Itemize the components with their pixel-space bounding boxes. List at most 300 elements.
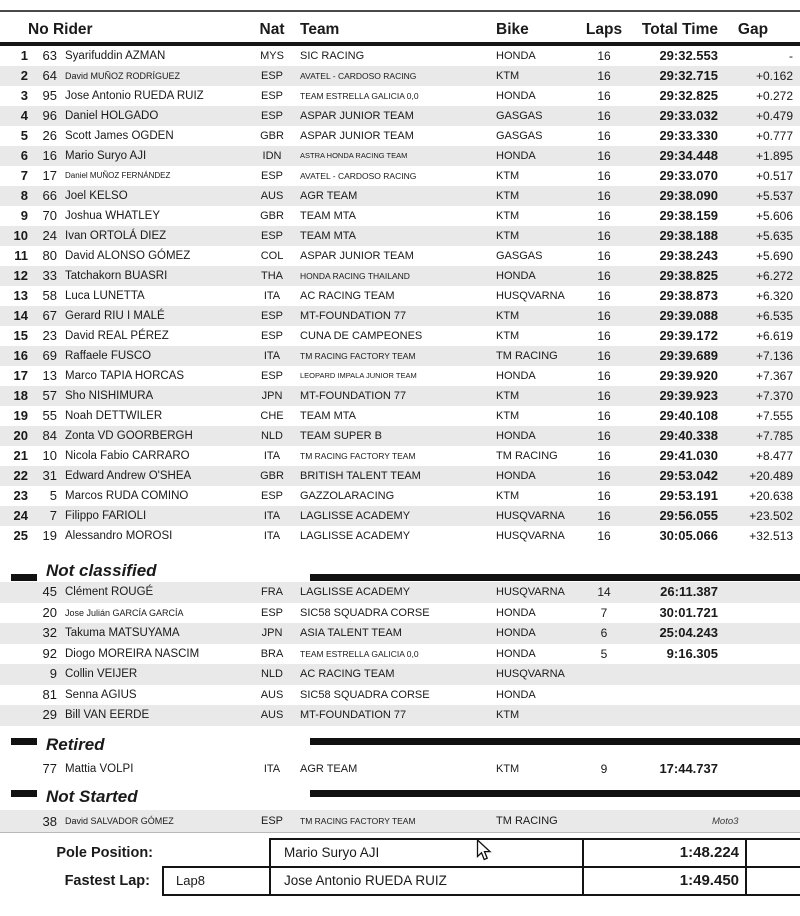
team-name-cell: TEAM SUPER B [300, 430, 382, 442]
total-time-cell: 29:38.159 [659, 208, 718, 223]
result-row [0, 66, 800, 86]
nationality-cell: ITA [263, 530, 281, 542]
gap-cell: +20.489 [749, 469, 793, 483]
total-time-cell: 29:41.030 [659, 448, 718, 463]
result-row [0, 286, 800, 306]
header-total-time: Total Time [641, 21, 718, 38]
team-name-cell: LAGLISSE ACADEMY [300, 586, 411, 598]
section-marker-bar [11, 738, 37, 745]
rider-name-cell: David ALONSO GÓMEZ [65, 250, 191, 262]
team-name-cell: ASTRA HONDA RACING TEAM [300, 151, 408, 160]
rider-number-cell: 63 [42, 48, 57, 63]
nationality-cell: AUS [260, 688, 284, 701]
header-nat: Nat [259, 21, 285, 38]
gap-cell: +0.272 [755, 89, 793, 103]
rider-number-cell: 17 [42, 168, 57, 183]
bike-cell: HONDA [496, 688, 536, 701]
position-cell: 20 [13, 428, 28, 443]
total-time-cell [626, 685, 720, 706]
team-name-cell: TM RACING FACTORY TEAM [300, 815, 416, 826]
gap-cell: +8.477 [755, 449, 793, 463]
team-name-cell: LEOPARD IMPALA JUNIOR TEAM [300, 371, 417, 380]
nationality-cell: ITA [263, 762, 281, 775]
rider-number-cell: 29 [42, 707, 57, 722]
section-title: Not classified [46, 561, 157, 580]
bike-cell: HONDA [496, 627, 536, 639]
gap-cell: +1.895 [755, 149, 793, 163]
laps-cell: 16 [597, 249, 611, 263]
gap-cell: +7.367 [755, 369, 793, 383]
rider-name-cell: Filippo FARIOLI [65, 510, 147, 522]
nationality-cell: AUS [260, 709, 284, 721]
total-time-cell: 29:32.825 [659, 88, 718, 103]
rider-number-cell: 9 [49, 666, 57, 681]
total-time-cell: 29:32.715 [659, 68, 718, 83]
position-cell: 8 [20, 188, 28, 203]
result-row [0, 386, 800, 406]
position-cell: 25 [13, 528, 28, 543]
position-cell [0, 664, 30, 685]
result-row [0, 106, 800, 126]
bike-cell: KTM [496, 762, 520, 775]
gap-cell: +7.785 [755, 429, 793, 443]
laps-cell: 14 [597, 585, 611, 599]
team-name-cell: SIC58 SQUADRA CORSE [300, 606, 430, 619]
rider-name-cell: Luca LUNETTA [65, 290, 145, 302]
position-cell: 2 [20, 68, 28, 83]
result-row [0, 226, 800, 246]
rider-number-cell: 19 [42, 528, 57, 543]
laps-cell [582, 664, 626, 685]
rider-name-cell: Alessandro MOROSI [65, 530, 173, 542]
rider-name-cell: Mattia VOLPI [65, 762, 134, 775]
rider-number-cell: 77 [42, 760, 57, 776]
total-time-cell: 29:38.243 [659, 248, 718, 263]
result-row [0, 326, 800, 346]
gap-cell: +0.777 [755, 129, 793, 143]
team-name-cell: AC RACING TEAM [300, 668, 395, 680]
rider-name-cell: Zonta VD GOORBERGH [65, 430, 193, 442]
result-row [0, 126, 800, 146]
bike-cell: KTM [496, 330, 520, 342]
header-gap: Gap [737, 21, 769, 38]
laps-cell: 16 [597, 469, 611, 483]
rider-number-cell: 38 [42, 813, 57, 829]
section-title: Not Started [46, 786, 138, 806]
rider-name-cell: Daniel HOLGADO [65, 110, 159, 122]
team-name-cell: AVATEL - CARDOSO RACING [300, 71, 417, 81]
team-name-cell: TM RACING FACTORY TEAM [300, 451, 416, 461]
nationality-cell: JPN [261, 390, 283, 402]
bike-cell: HUSQVARNA [496, 530, 565, 542]
nationality-cell: ITA [263, 290, 281, 302]
position-cell: 10 [13, 228, 28, 243]
bike-cell: HONDA [496, 90, 536, 102]
result-row [0, 603, 800, 624]
nationality-cell: IDN [262, 150, 282, 162]
nationality-cell: ESP [260, 814, 283, 827]
fastest-lap-rider-cell: Jose Antonio RUEDA RUIZ [269, 866, 584, 896]
position-cell: 1 [20, 48, 28, 63]
position-cell [0, 758, 30, 780]
rider-name-cell: Mario Suryo AJI [65, 150, 147, 162]
rider-number-cell: 26 [42, 128, 57, 143]
total-time-cell: 29:33.032 [659, 108, 718, 123]
laps-cell: 16 [597, 149, 611, 163]
position-cell: 22 [13, 468, 28, 483]
gap-cell: +0.479 [755, 109, 793, 123]
result-row [0, 466, 800, 486]
nationality-cell: ITA [263, 510, 281, 522]
result-row [0, 526, 800, 546]
laps-cell: 16 [597, 129, 611, 143]
rider-number-cell: 64 [42, 68, 57, 83]
team-name-cell: AGR TEAM [300, 190, 358, 202]
bike-cell: TM RACING [496, 814, 558, 827]
result-row [0, 644, 800, 665]
total-time-cell: 29:38.090 [659, 188, 718, 203]
bike-cell: KTM [496, 190, 520, 202]
team-name-cell: MT-FOUNDATION 77 [300, 709, 407, 721]
nationality-cell: ESP [260, 606, 283, 619]
gap-cell [720, 758, 800, 780]
bike-cell: HUSQVARNA [496, 586, 565, 598]
rider-name-cell: Syarifuddin AZMAN [65, 50, 166, 62]
rider-number-cell: 81 [42, 686, 57, 702]
position-cell: 5 [20, 128, 28, 143]
gap-cell [720, 644, 800, 665]
position-cell [0, 623, 30, 644]
laps-cell: 16 [597, 349, 611, 363]
team-name-cell: GAZZOLARACING [300, 490, 395, 502]
rider-number-cell: 84 [42, 428, 57, 443]
section-rule-line [310, 790, 800, 797]
total-time-cell: 29:39.088 [659, 308, 718, 323]
bike-cell: GASGAS [496, 250, 543, 262]
rider-number-cell: 10 [42, 448, 57, 463]
not-classified-table [0, 582, 800, 726]
laps-cell: 16 [597, 389, 611, 403]
nationality-cell: JPN [261, 627, 283, 639]
gap-cell: - [789, 49, 793, 63]
rider-name-cell: David REAL PÉREZ [65, 330, 169, 342]
header-no-rider: No Rider [28, 21, 93, 38]
gap-cell [720, 582, 800, 603]
laps-cell: 16 [597, 529, 611, 543]
bike-cell: HONDA [496, 430, 536, 442]
laps-cell [582, 810, 626, 833]
position-cell [0, 810, 30, 833]
total-time-cell: 29:34.448 [659, 148, 718, 163]
laps-cell: 16 [597, 449, 611, 463]
rider-name-cell: Edward Andrew O'SHEA [65, 470, 192, 482]
rider-number-cell: 13 [42, 368, 57, 383]
laps-cell: 16 [597, 89, 611, 103]
rider-name-cell: Jose Antonio RUEDA RUIZ [65, 90, 204, 102]
bike-cell: HONDA [496, 270, 536, 282]
position-cell: 19 [13, 408, 28, 423]
rider-name-cell: Joel KELSO [65, 190, 128, 202]
laps-cell [582, 705, 626, 726]
total-time-cell: 29:38.873 [659, 288, 718, 303]
laps-cell: 16 [597, 509, 611, 523]
rider-name-cell: Clément ROUGÉ [65, 586, 154, 598]
team-name-cell: CUNA DE CAMPEONES [300, 330, 423, 342]
team-name-cell: AVATEL - CARDOSO RACING [300, 171, 417, 181]
category-note: Moto3 [712, 815, 739, 827]
section-marker-bar [11, 574, 37, 581]
rider-number-cell: 58 [42, 288, 57, 303]
gap-cell: +6.320 [755, 289, 793, 303]
bike-cell: HUSQVARNA [496, 510, 565, 522]
bike-cell: HONDA [496, 470, 536, 482]
rider-number-cell: 70 [42, 208, 57, 223]
result-row [0, 266, 800, 286]
gap-cell: +7.555 [755, 409, 793, 423]
total-time-cell: 29:40.338 [659, 428, 718, 443]
position-cell: 18 [13, 388, 28, 403]
rider-name-cell: Daniel MUÑOZ FERNÁNDEZ [65, 171, 171, 180]
nationality-cell: FRA [261, 586, 283, 598]
nationality-cell: NLD [260, 668, 283, 680]
total-time-cell: 29:33.330 [659, 128, 718, 143]
position-cell: 23 [13, 488, 28, 503]
rider-name-cell: Scott James OGDEN [65, 130, 174, 142]
gap-cell [720, 685, 800, 706]
rider-number-cell: 16 [42, 148, 57, 163]
position-cell: 9 [20, 208, 28, 223]
result-row [0, 206, 800, 226]
result-row [0, 186, 800, 206]
result-row [0, 685, 800, 706]
team-name-cell: ASIA TALENT TEAM [300, 627, 402, 639]
result-row [0, 46, 800, 66]
rider-number-cell: 31 [42, 468, 57, 483]
bike-cell: KTM [496, 170, 520, 182]
rider-name-cell: Jose Julián GARCÍA GARCÍA [65, 607, 184, 618]
position-cell [0, 603, 30, 624]
bike-cell: HONDA [496, 647, 536, 660]
bike-cell: HONDA [496, 370, 536, 382]
pole-extra-cell [745, 838, 800, 868]
total-time-cell: 29:56.055 [659, 508, 718, 523]
nationality-cell: ESP [260, 490, 283, 502]
classified-results-table [0, 46, 800, 546]
bike-cell: KTM [496, 70, 520, 82]
bike-cell: HUSQVARNA [496, 668, 565, 680]
result-row [0, 146, 800, 166]
bike-cell: TM RACING [496, 350, 558, 362]
gap-cell: +0.517 [755, 169, 793, 183]
total-time-cell: 29:39.172 [659, 328, 718, 343]
rider-number-cell: 69 [42, 348, 57, 363]
laps-cell: 16 [597, 429, 611, 443]
gap-cell: +23.502 [749, 509, 793, 523]
result-row [0, 705, 800, 726]
nationality-cell: ESP [260, 170, 283, 182]
nationality-cell: COL [260, 250, 284, 262]
gap-cell: +6.272 [755, 269, 793, 283]
total-time-cell: 29:53.191 [659, 488, 718, 503]
results-table-header [0, 10, 800, 46]
rider-name-cell: Gerard RIU I MALÉ [65, 310, 165, 322]
rider-name-cell: Tatchakorn BUASRI [65, 270, 168, 282]
team-name-cell: TEAM ESTRELLA GALICIA 0,0 [300, 91, 419, 101]
result-row [0, 166, 800, 186]
rider-number-cell: 67 [42, 308, 57, 323]
section-retired [0, 732, 800, 758]
bike-cell: TM RACING [496, 450, 558, 462]
team-name-cell: LAGLISSE ACADEMY [300, 510, 411, 522]
rider-number-cell: 45 [42, 584, 57, 599]
laps-cell: 5 [600, 646, 608, 661]
team-name-cell: TEAM MTA [300, 210, 357, 222]
rider-number-cell: 57 [42, 388, 57, 403]
rider-name-cell: Marco TAPIA HORCAS [65, 370, 185, 382]
laps-cell: 16 [597, 189, 611, 203]
rider-number-cell: 24 [42, 228, 57, 243]
result-row [0, 506, 800, 526]
nationality-cell: AUS [260, 190, 284, 202]
result-row [0, 758, 800, 780]
rider-name-cell: Diogo MOREIRA NASCIM [65, 647, 200, 660]
header-team: Team [300, 21, 340, 38]
position-cell: 24 [13, 508, 28, 523]
position-cell: 12 [13, 268, 28, 283]
nationality-cell: ESP [260, 230, 283, 242]
gap-cell: +32.513 [749, 529, 793, 543]
bike-cell: KTM [496, 310, 520, 322]
rider-number-cell: 55 [42, 408, 57, 423]
result-row [0, 623, 800, 644]
result-row [0, 486, 800, 506]
result-row [0, 664, 800, 685]
total-time-cell [626, 705, 720, 726]
rider-name-cell: Nicola Fabio CARRARO [65, 450, 190, 462]
fastest-lap-extra-cell [745, 866, 800, 896]
bike-cell: GASGAS [496, 110, 543, 122]
gap-cell [720, 603, 800, 624]
nationality-cell: ITA [263, 450, 281, 462]
team-name-cell: BRITISH TALENT TEAM [300, 470, 421, 482]
pole-position-label: Pole Position: [56, 845, 153, 861]
total-time-cell: 25:04.243 [659, 625, 718, 640]
result-row [0, 346, 800, 366]
laps-cell: 16 [597, 49, 611, 63]
gap-cell: +0.162 [755, 69, 793, 83]
rider-number-cell: 23 [42, 328, 57, 343]
nationality-cell: GBR [260, 210, 284, 222]
total-time-cell: 29:53.042 [659, 468, 718, 483]
team-name-cell: ASPAR JUNIOR TEAM [300, 110, 414, 122]
bike-cell: KTM [496, 490, 520, 502]
bike-cell: KTM [496, 709, 520, 721]
laps-cell: 16 [597, 289, 611, 303]
rider-name-cell: Raffaele FUSCO [65, 350, 152, 362]
team-name-cell: TEAM MTA [300, 230, 357, 242]
result-row [0, 86, 800, 106]
rider-number-cell: 32 [42, 625, 57, 640]
rider-name-cell: David MUÑOZ RODRÍGUEZ [65, 71, 181, 81]
total-time-cell: 29:33.070 [659, 168, 718, 183]
nationality-cell: ESP [260, 90, 283, 102]
gap-cell: +7.136 [755, 349, 793, 363]
header-bike: Bike [496, 21, 529, 38]
rider-number-cell: 80 [42, 248, 57, 263]
position-cell [0, 644, 30, 665]
position-cell: 14 [13, 308, 28, 323]
team-name-cell: TEAM MTA [300, 410, 357, 422]
team-name-cell: SIC RACING [300, 50, 365, 62]
team-name-cell: HONDA RACING THAILAND [300, 271, 410, 281]
section-rule-line [310, 738, 800, 745]
gap-cell: +20.638 [749, 489, 793, 503]
rider-name-cell: Takuma MATSUYAMA [65, 627, 180, 639]
position-cell: 11 [14, 248, 28, 263]
bike-cell: HONDA [496, 606, 536, 619]
result-row [0, 406, 800, 426]
team-name-cell: SIC58 SQUADRA CORSE [300, 688, 430, 701]
total-time-cell: 29:32.553 [659, 48, 718, 63]
header-laps: Laps [585, 21, 623, 38]
nationality-cell: NLD [260, 430, 283, 442]
team-name-cell: MT-FOUNDATION 77 [300, 310, 407, 322]
laps-cell: 9 [600, 761, 608, 776]
section-not-started [0, 784, 800, 810]
total-time-cell: 29:39.923 [659, 388, 718, 403]
section-rule-line [310, 574, 800, 581]
position-cell: 3 [20, 88, 28, 103]
rider-number-cell: 95 [42, 88, 57, 103]
nationality-cell: CHE [260, 410, 284, 422]
total-time-cell: 30:01.721 [659, 604, 718, 620]
position-cell [0, 685, 30, 706]
gap-cell: +5.537 [755, 189, 793, 203]
fastest-lap-number-cell: Lap8 [162, 866, 271, 896]
bike-cell: HONDA [496, 50, 536, 62]
nationality-cell: ESP [260, 310, 283, 322]
result-row [0, 366, 800, 386]
pole-rider-cell: Mario Suryo AJI [269, 838, 584, 868]
section-not-classified [0, 556, 800, 582]
position-cell [0, 705, 30, 726]
laps-cell: 16 [597, 229, 611, 243]
fastest-lap-label: Fastest Lap: [64, 873, 150, 889]
position-cell: 21 [13, 448, 28, 463]
rider-number-cell: 92 [42, 645, 57, 661]
gap-cell: +5.635 [755, 229, 793, 243]
bike-cell: HUSQVARNA [496, 290, 565, 302]
rider-name-cell: Marcos RUDA COMINO [65, 490, 189, 502]
team-name-cell: TEAM ESTRELLA GALICIA 0,0 [300, 648, 419, 659]
retired-table [0, 758, 800, 780]
total-time-cell: 9:16.305 [666, 645, 718, 661]
fastest-lap-time-cell: 1:49.450 [582, 866, 747, 896]
team-name-cell: TM RACING FACTORY TEAM [300, 351, 416, 361]
nationality-cell: GBR [260, 470, 284, 482]
result-row [0, 582, 800, 603]
rider-name-cell: Noah DETTWILER [65, 410, 163, 422]
total-time-cell: 29:39.920 [659, 368, 718, 383]
result-row [0, 426, 800, 446]
gap-cell: +6.619 [755, 329, 793, 343]
team-name-cell: ASPAR JUNIOR TEAM [300, 130, 414, 142]
bike-cell: KTM [496, 230, 520, 242]
gap-cell [720, 664, 800, 685]
nationality-cell: ESP [260, 70, 283, 82]
total-time-cell: 26:11.387 [660, 584, 718, 599]
total-time-cell: 30:05.066 [659, 528, 718, 543]
